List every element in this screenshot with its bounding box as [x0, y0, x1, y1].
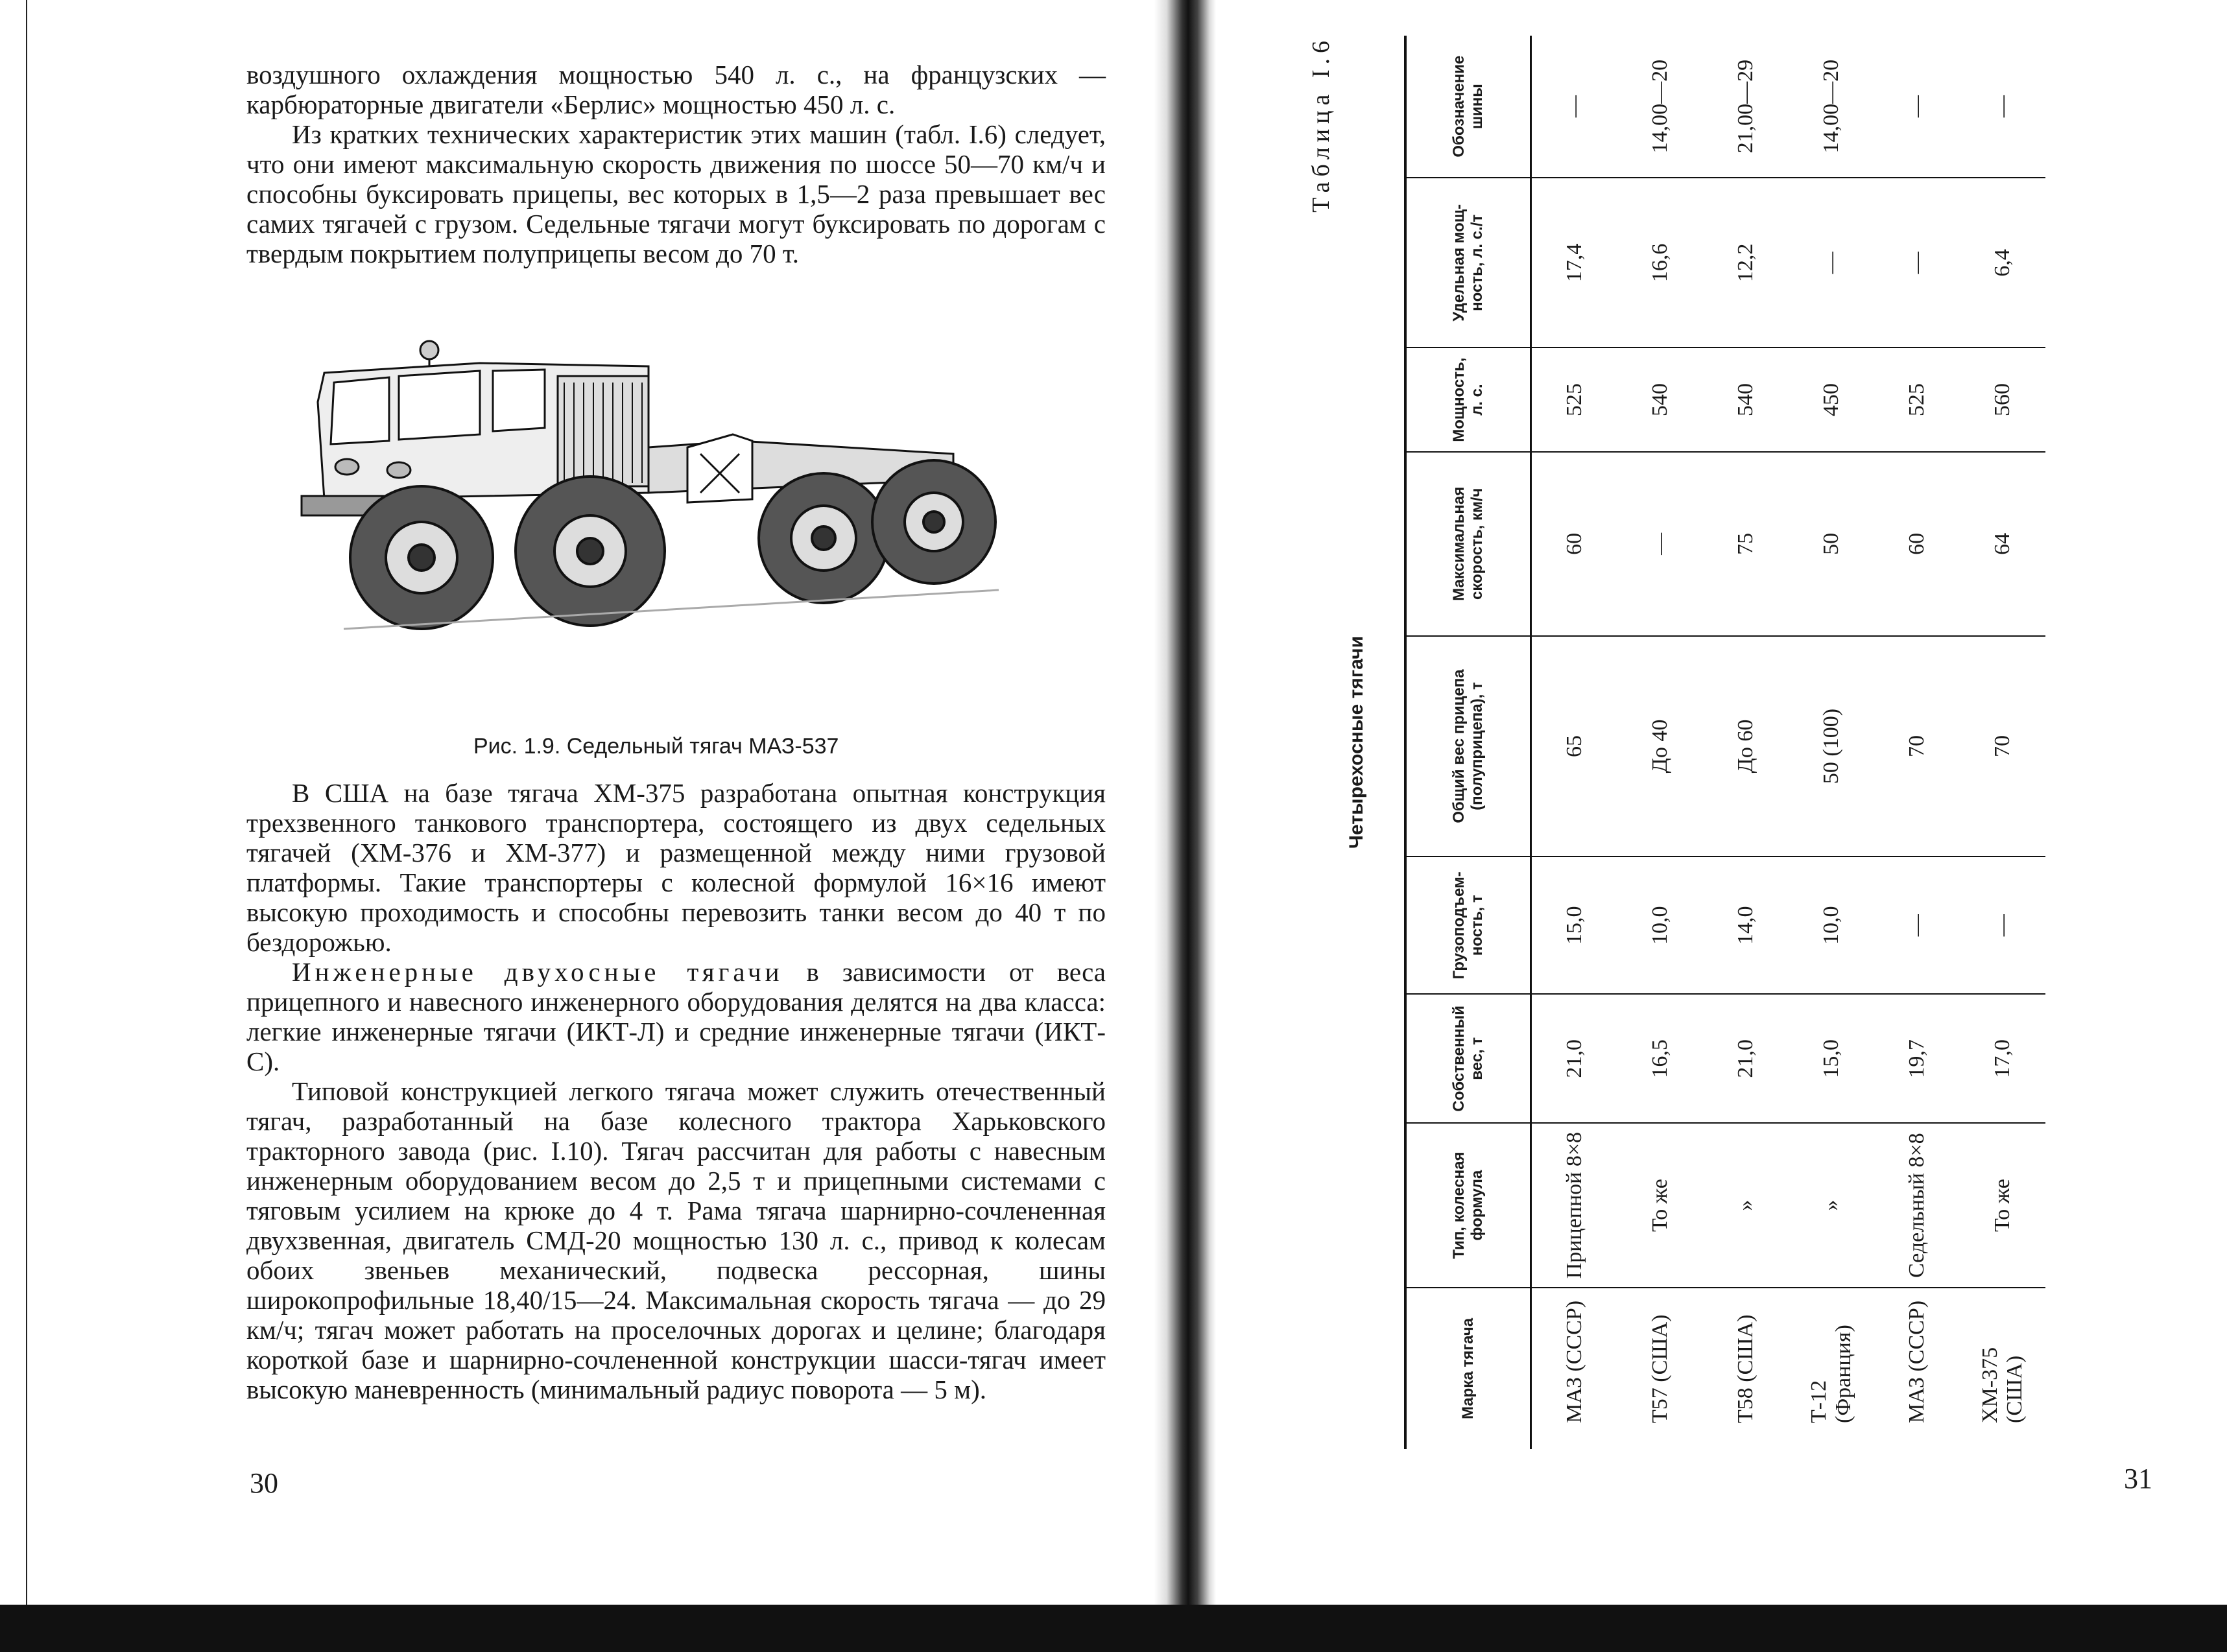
table-cell: То же	[1960, 1123, 2045, 1288]
table-cell: 12,2	[1703, 178, 1789, 348]
table-cell: »	[1789, 1123, 1874, 1288]
paragraph-4	[246, 957, 1106, 1076]
table-cell: ХМ-375 (США)	[1978, 1347, 2027, 1423]
table-cell: 450	[1789, 348, 1874, 451]
table-cell: До 40	[1617, 636, 1703, 856]
table-cell: —	[1874, 856, 1960, 994]
table-cell: 21,0	[1703, 994, 1789, 1123]
text-block-top	[246, 60, 1106, 268]
table-header-cell: Собственный вес, т	[1405, 994, 1531, 1123]
table-cell: —	[1789, 178, 1874, 348]
table-row	[1960, 36, 2045, 1449]
paragraph-1: воздушного охлаждения мощностью 540 л. с., на французских — карбюраторные двигатели «Берлис» мощностью 450 л. с.	[246, 60, 1106, 119]
table-cell: 560	[1960, 348, 2045, 451]
table-header-cell: Грузоподъемность, т	[1405, 856, 1531, 994]
table-header-cell: Марка тягача	[1405, 1288, 1531, 1449]
table-cell: МАЗ (СССР)	[1905, 1300, 1929, 1423]
table-row	[1617, 36, 1703, 1449]
table-cell: МАЗ (СССР)	[1562, 1300, 1586, 1423]
page-number-right: 31	[2124, 1463, 2152, 1494]
figure-caption: Рис. 1.9. Седельный тягач МАЗ-537	[473, 734, 839, 759]
table-cell: Т58 (США)	[1733, 1314, 1757, 1423]
table-cell: 6,4	[1960, 178, 2045, 348]
table-cell: 525	[1874, 348, 1960, 451]
table-subtitle: Четырехосные тягачи	[1346, 635, 1367, 849]
table-cell: 10,0	[1617, 856, 1703, 994]
table-header-cell: Тип, колесная формула	[1405, 1123, 1531, 1288]
table-cell: 14,0	[1703, 856, 1789, 994]
table-cell: Т-12 (Франция)	[1807, 1325, 1855, 1423]
table-cell: —	[1874, 178, 1960, 348]
table-cell: 17,4	[1531, 178, 1618, 348]
table-cell: —	[1960, 856, 2045, 994]
table-cell: 14,00—20	[1617, 36, 1703, 178]
table-cell: 70	[1874, 636, 1960, 856]
left-page	[26, 0, 1154, 1605]
table-cell: 50 (100)	[1789, 636, 1874, 856]
book-spine	[1154, 0, 1216, 1652]
table-header-row	[1405, 36, 1531, 1449]
table-cell: 70	[1960, 636, 2045, 856]
table-header-cell: Мощность, л. с.	[1405, 348, 1531, 451]
table-header-cell: Удельная мощность, л. с./т	[1405, 178, 1531, 348]
page-number-left: 30	[250, 1467, 278, 1499]
text-block-bottom	[246, 778, 1106, 1404]
table-cell: 21,0	[1531, 994, 1618, 1123]
table-cell: 525	[1531, 348, 1618, 451]
table-cell: 540	[1703, 348, 1789, 451]
table-cell: —	[1874, 36, 1960, 178]
table-cell: 60	[1531, 452, 1618, 636]
table-cell: Прицепной 8×8	[1531, 1123, 1618, 1288]
table-header-cell: Максимальная скорость, км/ч	[1405, 452, 1531, 636]
table-header-cell: Общий вес прицепа (полуприцепа), т	[1405, 636, 1531, 856]
table-cell: »	[1703, 1123, 1789, 1288]
table-cell: 19,7	[1874, 994, 1960, 1123]
paragraph-4-lead: Инженерные двухосные тягачи	[292, 957, 783, 987]
table-cell: То же	[1617, 1123, 1703, 1288]
table-cell: 16,5	[1617, 994, 1703, 1123]
table-cell: 64	[1960, 452, 2045, 636]
specs-table	[1404, 36, 2045, 1449]
table-cell: Т57 (США)	[1648, 1314, 1672, 1423]
table-row	[1703, 36, 1789, 1449]
table-cell: —	[1531, 36, 1618, 178]
table-cell: 21,00—29	[1703, 36, 1789, 178]
table-row	[1789, 36, 1874, 1449]
paragraph-4-rest: в зависимости от веса прицепного и навесного инженерного оборудования делятся на два класса: легкие инженерные тягачи (ИКТ-Л) и средние инженерные тягачи (ИКТ-С).	[246, 957, 1106, 1076]
truck-figure	[285, 337, 1083, 726]
table-cell: 10,0	[1789, 856, 1874, 994]
table-cell: 50	[1789, 452, 1874, 636]
table-title: Таблица I.6	[1307, 36, 1335, 213]
table-header-cell: Обозначение шины	[1405, 36, 1531, 178]
scan-edge-left	[0, 0, 27, 1605]
table-row	[1874, 36, 1960, 1449]
table-cell: 14,00—20	[1789, 36, 1874, 178]
table-cell: —	[1617, 452, 1703, 636]
table-cell: До 60	[1703, 636, 1789, 856]
table-cell: 17,0	[1960, 994, 2045, 1123]
table-cell: 75	[1703, 452, 1789, 636]
paragraph-5: Типовой конструкцией легкого тягача может служить отечественный тягач, разработанный на базе колесного трактора Харьковского тракторного завода (рис. I.10). Тягач рассчитан для работы с навесным инженерным оборудованием весом до 2,5 т и прицепными системами с тяговым усилием на крюке до 4 т. Рама тягача шарнирно-сочлененная двухзвенная, двигатель СМД-20 мощностью 130 л. с., привод к колесам обоих звеньев механический, подвеска рессорная, шины широкопрофильные 18,40/15—24. Максимальная скорость тягача — до 29 км/ч; тягач может работать на проселочных дорогах и целине; благодаря короткой базе и шарнирно-сочлененной конструкции шасси-тягач имеет высокую маневренность (минимальный радиус поворота — 5 м).	[246, 1076, 1106, 1404]
paragraph-2: Из кратких технических характеристик этих машин (табл. I.6) следует, что они имеют максимальную скорость движения по шоссе 50—70 км/ч и способны буксировать прицепы, вес которых в 1,5—2 раза превышает вес самих тягачей с грузом. Седельные тягачи могут буксировать по дорогам с твердым покрытием полуприцепы весом до 70 т.	[246, 119, 1106, 268]
table-cell: 540	[1617, 348, 1703, 451]
table-cell: 65	[1531, 636, 1618, 856]
paragraph-3: В США на базе тягача ХМ-375 разработана опытная конструкция трехзвенного танкового транспортера, состоящего из двух седельных тягачей (ХМ-376 и ХМ-377) и размещенной между ними грузовой платформы. Такие транспортеры с колесной формулой 16×16 имеют высокую проходимость и способны перевозить танки весом до 40 т по бездорожью.	[246, 778, 1106, 957]
table-cell: 15,0	[1789, 994, 1874, 1123]
table-cell: —	[1960, 36, 2045, 178]
table-cell: 16,6	[1617, 178, 1703, 348]
scan-edge-bottom	[0, 1605, 2227, 1652]
table-cell: 15,0	[1531, 856, 1618, 994]
rotated-table-block	[1307, 36, 2150, 1449]
table-row	[1531, 36, 1618, 1449]
table-cell: 60	[1874, 452, 1960, 636]
table-cell: Седельный 8×8	[1874, 1123, 1960, 1288]
table-body	[1531, 36, 2046, 1449]
